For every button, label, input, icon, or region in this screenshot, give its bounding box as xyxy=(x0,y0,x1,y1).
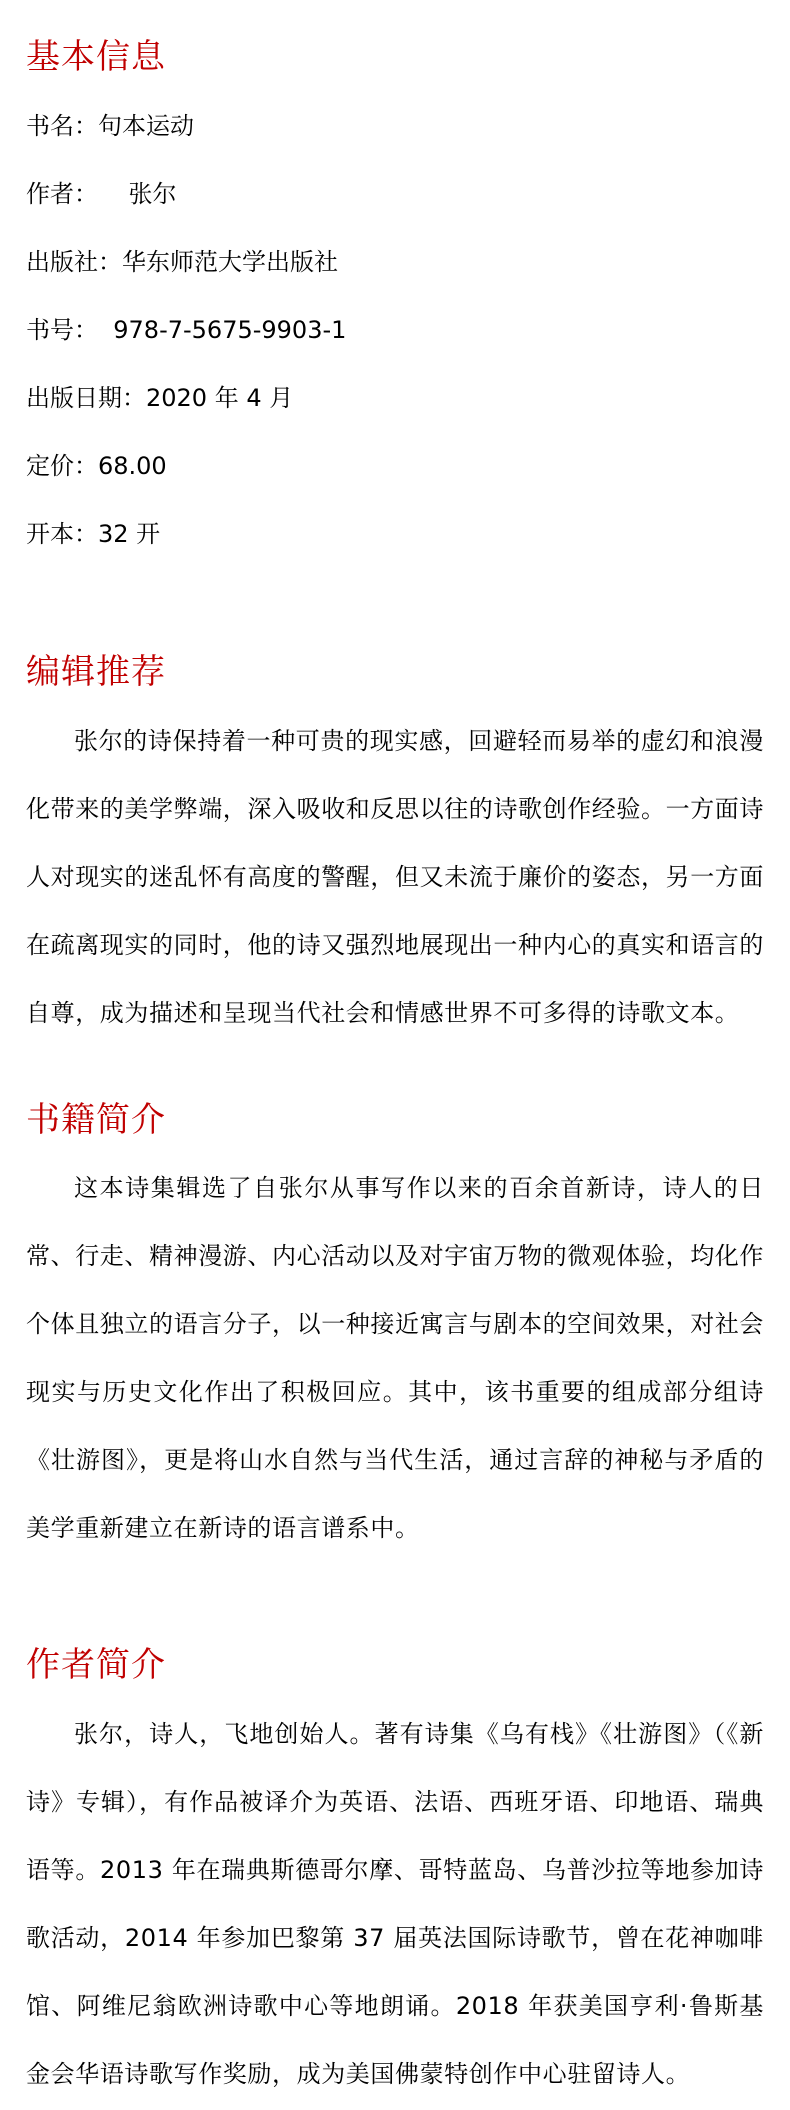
book-intro-body xyxy=(26,1154,764,1562)
author-intro-section xyxy=(26,1645,764,1685)
book-intro-section xyxy=(26,1100,764,1140)
info-line-date xyxy=(26,383,764,413)
author-line: 作者： 张尔 xyxy=(26,180,177,208)
info-line-publisher xyxy=(26,247,764,277)
editor-recommendation-text: 张尔的诗保持着一种可贵的现实感，回避轻而易举的虚幻和浪漫化带来的美学弊端，深入吸收和反思以往的诗歌创作经验。一方面诗人对现实的迷乱怀有高度的警醒，但又未流于廉价的姿态，另一方面在疏离现实的同时，他的诗又强烈地展现出一种内心的真实和语言的自尊，成为描述和呈现当代社会和情感世界不可多得的诗歌文本。 xyxy=(26,727,764,1027)
basic-info-heading: 基本信息 xyxy=(26,37,166,77)
info-line-title xyxy=(26,111,764,141)
info-line-price xyxy=(26,451,764,481)
book-title-line: 书名：句本运动 xyxy=(26,112,194,140)
info-line-isbn xyxy=(26,315,764,345)
author-intro-heading: 作者简介 xyxy=(26,1645,166,1685)
publish-date-line: 出版日期：2020 年 4 月 xyxy=(26,384,294,412)
author-intro-body xyxy=(26,1700,764,2108)
author-intro-text: 张尔，诗人，飞地创始人。著有诗集《乌有栈》《壮游图》（《新诗》专辑），有作品被译介为英语、法语、西班牙语、印地语、瑞典语等。2013 年在瑞典斯德哥尔摩、哥特蓝岛、乌普沙拉等地参加诗歌活动，2014 年参加巴黎第 37 届英法国际诗歌节，曾在花神咖啡馆、阿维尼翁欧洲诗歌中心等地朗诵。2018 年获美国亨利·鲁斯基金会华语诗歌写作奖励，成为美国佛蒙特创作中心驻留诗人。 xyxy=(26,1720,764,2088)
format-line: 开本：32 开 xyxy=(26,520,161,548)
isbn-line: 书号： 978-7-5675-9903-1 xyxy=(26,316,347,344)
info-line-format xyxy=(26,519,764,549)
editor-recommendation-body xyxy=(26,707,764,1047)
price-line: 定价：68.00 xyxy=(26,452,167,480)
editor-recommendation-section xyxy=(26,652,764,692)
book-intro-heading: 书籍简介 xyxy=(26,1100,166,1140)
book-intro-text: 这本诗集辑选了自张尔从事写作以来的百余首新诗，诗人的日常、行走、精神漫游、内心活动以及对宇宙万物的微观体验，均化作个体且独立的语言分子，以一种接近寓言与剧本的空间效果，对社会现实与历史文化作出了积极回应。其中，该书重要的组成部分组诗《壮游图》，更是将山水自然与当代生活，通过言辞的神秘与矛盾的美学重新建立在新诗的语言谱系中。 xyxy=(26,1174,764,1542)
basic-info-section xyxy=(26,37,764,77)
info-line-author xyxy=(26,179,764,209)
editor-recommendation-heading: 编辑推荐 xyxy=(26,652,166,692)
publisher-line: 出版社：华东师范大学出版社 xyxy=(26,248,338,276)
